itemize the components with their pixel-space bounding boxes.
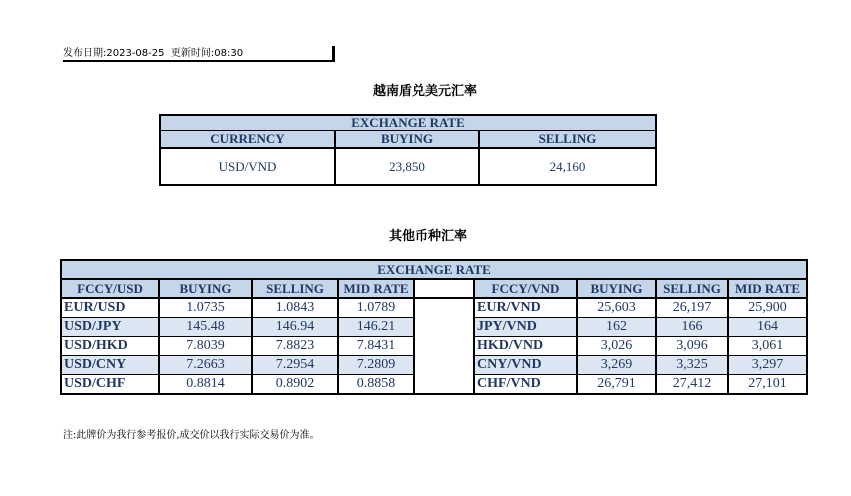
table-row bbox=[61, 318, 807, 337]
vnd-buying-cell: 3,026 bbox=[577, 337, 656, 356]
usd-selling-cell: 146.94 bbox=[252, 318, 338, 337]
usd-buying-cell: 7.8039 bbox=[159, 337, 252, 356]
column-gap bbox=[414, 337, 474, 356]
usd-pair-cell: USD/CHF bbox=[61, 375, 159, 395]
exchange-rate-band: EXCHANGE RATE bbox=[61, 260, 807, 279]
vnd-mid-rate-cell: 27,101 bbox=[728, 375, 807, 395]
table-row bbox=[61, 298, 807, 318]
usd-buying-cell: 0.8814 bbox=[159, 375, 252, 395]
vnd-buying-cell: 26,791 bbox=[577, 375, 656, 395]
vnd-selling-cell: 3,325 bbox=[656, 356, 728, 375]
column-gap bbox=[414, 279, 474, 298]
vnd-mid-rate-cell: 25,900 bbox=[728, 298, 807, 318]
col-header-selling: SELLING bbox=[252, 279, 338, 298]
vnd-mid-rate-cell: 164 bbox=[728, 318, 807, 337]
table-row bbox=[61, 337, 807, 356]
usd-pair-cell: USD/CNY bbox=[61, 356, 159, 375]
usd-pair-cell: USD/JPY bbox=[61, 318, 159, 337]
col-header-mid-rate: MID RATE bbox=[338, 279, 414, 298]
vnd-pair-cell: JPY/VND bbox=[474, 318, 577, 337]
date-label: 发布日期: bbox=[63, 48, 107, 59]
column-gap bbox=[414, 356, 474, 375]
time-label: 更新时间: bbox=[170, 48, 215, 59]
publish-info bbox=[63, 46, 335, 62]
col-header-buying: BUYING bbox=[159, 279, 252, 298]
usd-mid-rate-cell: 0.8858 bbox=[338, 375, 414, 395]
date-value: 2023-08-25 bbox=[106, 48, 165, 59]
selling-cell: 24,160 bbox=[479, 148, 656, 185]
vnd-selling-cell: 166 bbox=[656, 318, 728, 337]
usd-mid-rate-cell: 1.0789 bbox=[338, 298, 414, 318]
usd-buying-cell: 145.48 bbox=[159, 318, 252, 337]
usd-pair-cell: EUR/USD bbox=[61, 298, 159, 318]
usd-mid-rate-cell: 146.21 bbox=[338, 318, 414, 337]
col-header-selling: SELLING bbox=[479, 131, 656, 149]
col-header-currency: CURRENCY bbox=[160, 131, 335, 149]
vnd-mid-rate-cell: 3,297 bbox=[728, 356, 807, 375]
other-currencies-title: 其他币种汇率 bbox=[389, 229, 468, 244]
vnd-usd-rate-table bbox=[159, 114, 657, 186]
vnd-mid-rate-cell: 3,061 bbox=[728, 337, 807, 356]
time-value: 08:30 bbox=[214, 48, 244, 59]
vnd-buying-cell: 162 bbox=[577, 318, 656, 337]
usd-selling-cell: 1.0843 bbox=[252, 298, 338, 318]
usd-buying-cell: 7.2663 bbox=[159, 356, 252, 375]
col-header-fccy-vnd: FCCY/VND bbox=[474, 279, 577, 298]
table-row bbox=[160, 148, 656, 185]
currency-cell: USD/VND bbox=[218, 158, 277, 174]
vnd-selling-cell: 3,096 bbox=[656, 337, 728, 356]
usd-pair-cell: USD/HKD bbox=[61, 337, 159, 356]
vnd-pair-cell: CHF/VND bbox=[474, 375, 577, 395]
column-gap bbox=[414, 318, 474, 337]
usd-buying-cell: 1.0735 bbox=[159, 298, 252, 318]
footnote: 注:此牌价为我行参考报价,成交价以我行实际交易价为准。 bbox=[63, 430, 320, 441]
vnd-usd-title: 越南盾兑美元汇率 bbox=[373, 84, 478, 99]
col-header-buying: BUYING bbox=[335, 131, 479, 149]
column-gap bbox=[414, 298, 474, 318]
col-header-selling: SELLING bbox=[656, 279, 728, 298]
buying-cell: 23,850 bbox=[335, 148, 479, 185]
vnd-pair-cell: HKD/VND bbox=[474, 337, 577, 356]
table-row bbox=[61, 356, 807, 375]
vnd-selling-cell: 26,197 bbox=[656, 298, 728, 318]
vnd-buying-cell: 25,603 bbox=[577, 298, 656, 318]
usd-selling-cell: 7.8823 bbox=[252, 337, 338, 356]
vnd-pair-cell: CNY/VND bbox=[474, 356, 577, 375]
col-header-buying: BUYING bbox=[577, 279, 656, 298]
other-currencies-rate-table bbox=[60, 259, 808, 395]
col-header-fccy-usd: FCCY/USD bbox=[61, 279, 159, 298]
column-gap bbox=[414, 375, 474, 395]
usd-selling-cell: 0.8902 bbox=[252, 375, 338, 395]
usd-selling-cell: 7.2954 bbox=[252, 356, 338, 375]
col-header-mid-rate: MID RATE bbox=[728, 279, 807, 298]
vnd-pair-cell: EUR/VND bbox=[474, 298, 577, 318]
vnd-selling-cell: 27,412 bbox=[656, 375, 728, 395]
usd-mid-rate-cell: 7.8431 bbox=[338, 337, 414, 356]
exchange-rate-band: EXCHANGE RATE bbox=[160, 115, 656, 131]
usd-mid-rate-cell: 7.2809 bbox=[338, 356, 414, 375]
vnd-buying-cell: 3,269 bbox=[577, 356, 656, 375]
table-row bbox=[61, 375, 807, 395]
